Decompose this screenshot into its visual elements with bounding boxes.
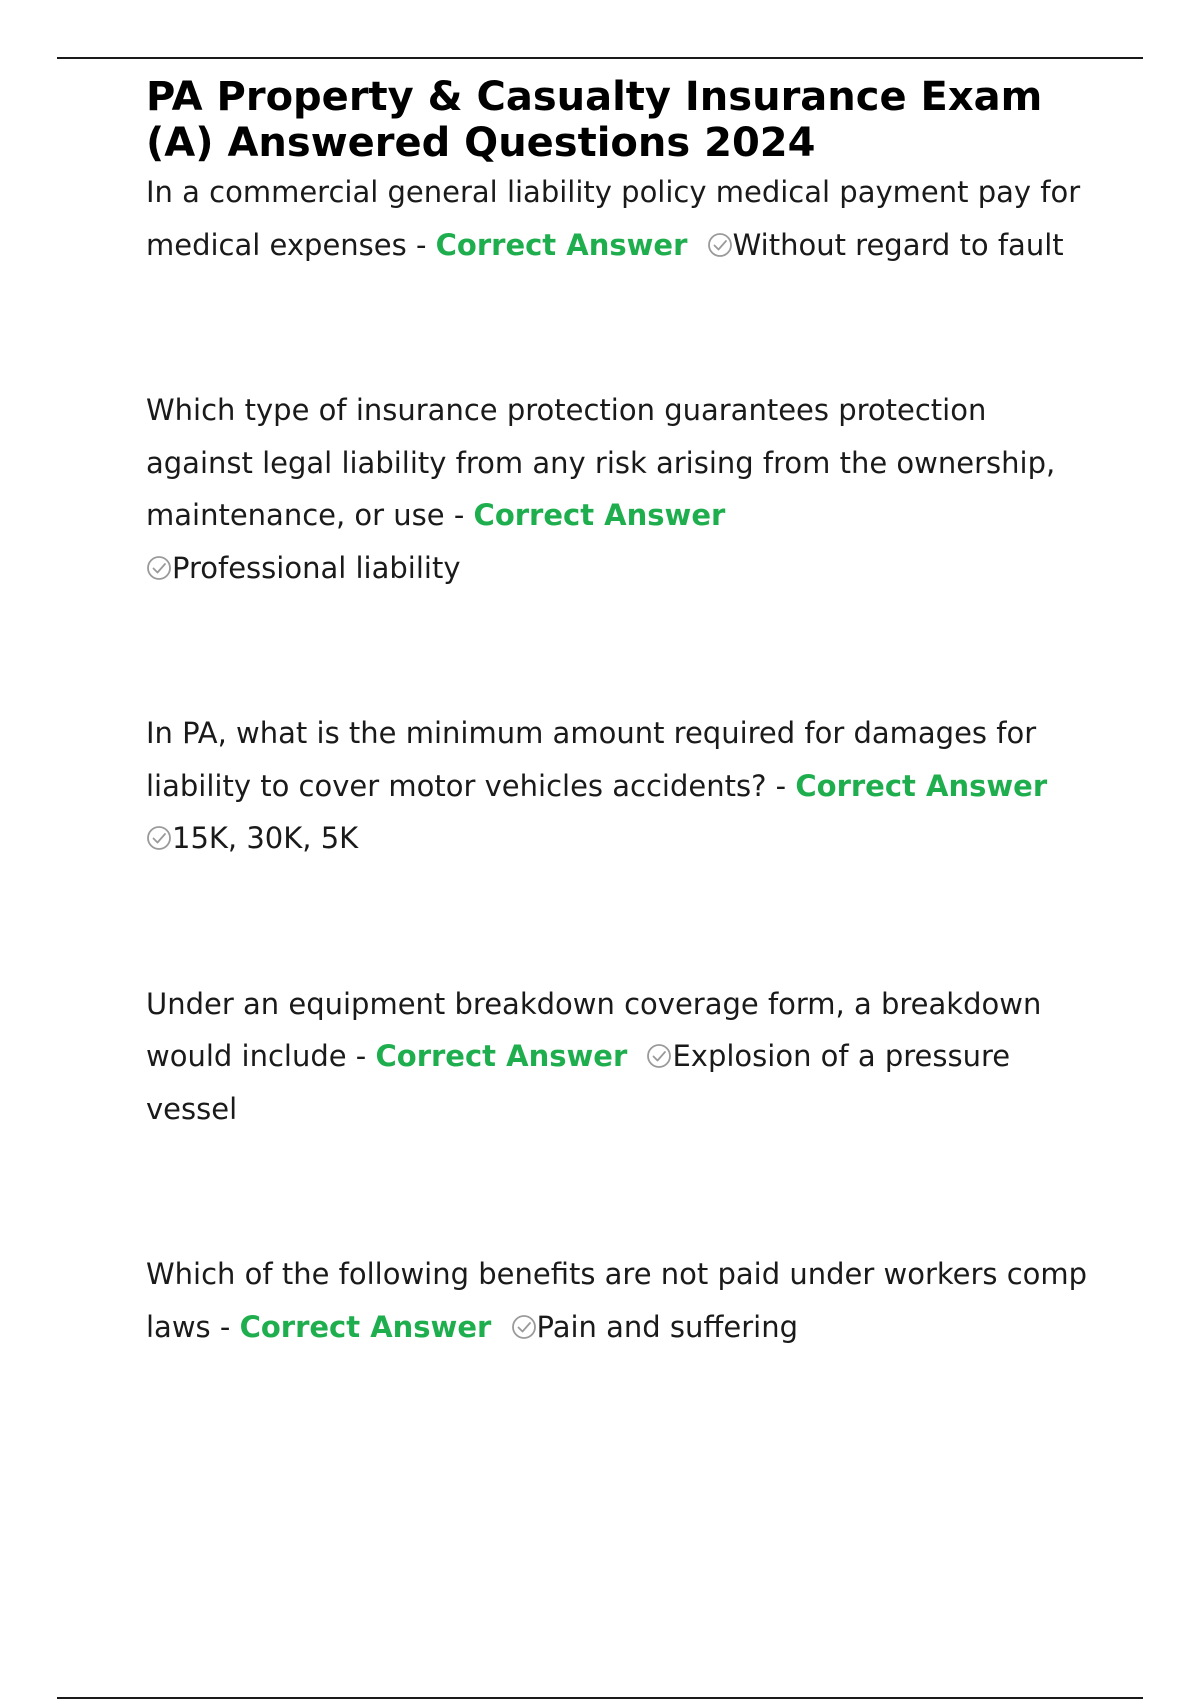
check-circle-icon [646, 1043, 672, 1069]
document-body [146, 74, 1096, 1353]
correct-answer-label: Correct Answer [795, 768, 1048, 803]
qa-item: In a commercial general liability policy medical payment pay for medical expenses - Correct Answer Without regard to fault [146, 175, 1081, 262]
answer-text: Without regard to fault [732, 227, 1064, 262]
answer-text: Professional liability [172, 550, 461, 585]
check-circle-icon [146, 825, 172, 851]
bottom-rule [57, 1697, 1143, 1699]
answer-text: Pain and suffering [536, 1309, 798, 1344]
question-text: In a commercial general liability policy medical payment pay for medical expenses [146, 175, 1081, 262]
correct-answer-label: Correct Answer [239, 1309, 492, 1344]
question-text: Under an equipment breakdown coverage form, a breakdown would include [146, 986, 1042, 1073]
document-title: PA Property & Casualty Insurance Exam (A) Answered Questions 2024 [146, 74, 1043, 166]
question-text: In PA, what is the minimum amount required for damages for liability to cover motor vehicles accidents? [146, 716, 1037, 803]
answer-text: Explosion of a pressure vessel [146, 1039, 1011, 1126]
qa-item: In PA, what is the minimum amount required for damages for liability to cover motor vehicles accidents? - Correct Answer 15K, 30K, 5K [146, 716, 1048, 855]
qa-item: Under an equipment breakdown coverage form, a breakdown would include - Correct Answer Explosion of a pressure vessel [146, 986, 1042, 1126]
qa-item: Which type of insurance protection guarantees protection against legal liability from any risk arising from the ownership, maintenance, or use - Correct Answer Professional liability [146, 393, 1056, 585]
question-text: Which type of insurance protection guarantees protection against legal liability from any risk arising from the ownership, maintenance, or use [146, 393, 1056, 532]
correct-answer-label: Correct Answer [435, 227, 688, 262]
check-circle-icon [146, 555, 172, 581]
check-circle-icon [511, 1314, 537, 1340]
qa-item: Which of the following benefits are not paid under workers comp laws - Correct Answer Pain and suffering [146, 1257, 1088, 1344]
check-circle-icon [707, 232, 733, 258]
correct-answer-label: Correct Answer [375, 1039, 628, 1073]
answer-text: 15K, 30K, 5K [172, 821, 359, 855]
question-text: Which of the following benefits are not paid under workers comp laws [146, 1257, 1088, 1344]
correct-answer-label: Correct Answer [473, 498, 726, 532]
top-rule [57, 57, 1143, 59]
